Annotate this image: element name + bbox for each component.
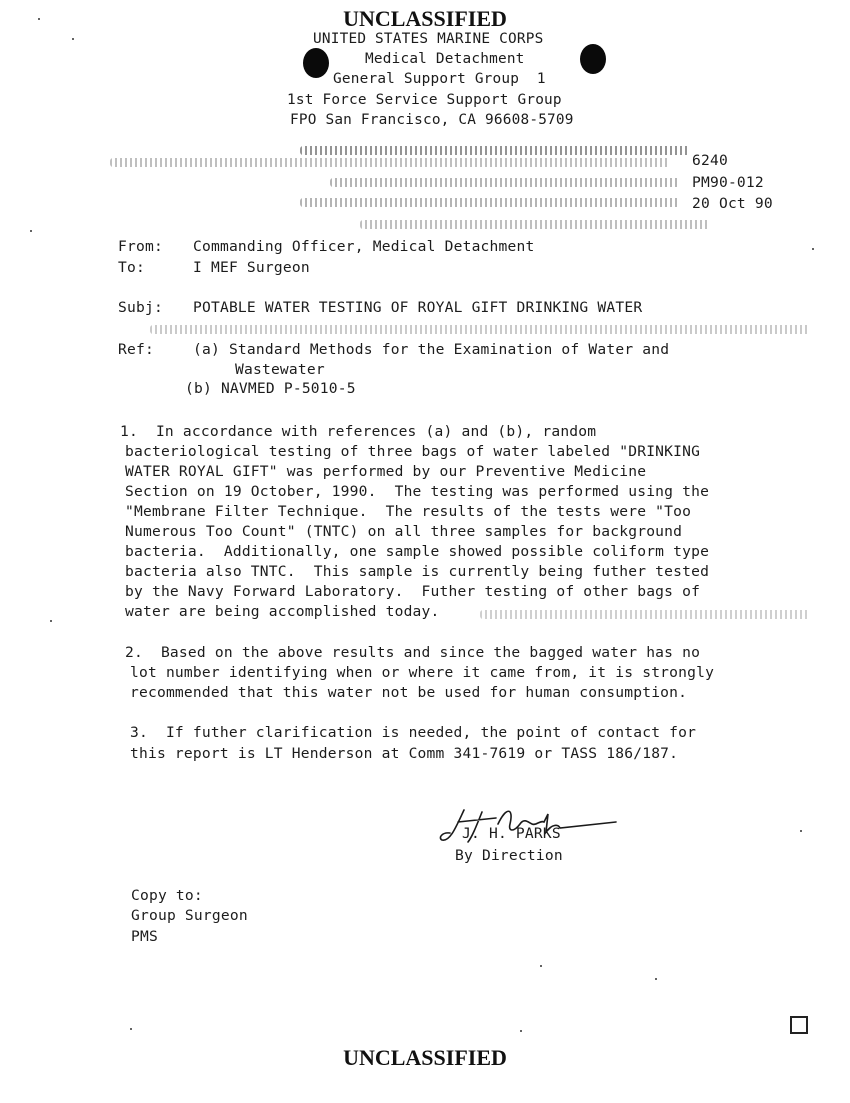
smear-5 bbox=[360, 220, 710, 229]
para2-line: 2. Based on the above results and since the bagged water has no bbox=[125, 644, 701, 661]
smear-1 bbox=[300, 146, 690, 155]
scan-speck bbox=[38, 18, 40, 20]
para1-line: bacteria. Additionally, one sample showed possible coliform type bbox=[125, 543, 710, 560]
memo-date: 20 Oct 90 bbox=[692, 195, 773, 212]
ref-b: (b) NAVMED P-5010-5 bbox=[185, 380, 356, 397]
smear-2 bbox=[110, 158, 670, 167]
scan-speck bbox=[72, 38, 74, 40]
letterhead-line-5: FPO San Francisco, CA 96608-5709 bbox=[290, 112, 574, 128]
from-label: From: bbox=[118, 238, 163, 255]
scan-speck bbox=[130, 1028, 132, 1030]
para2-line: recommended that this water not be used for human consumption. bbox=[130, 684, 688, 701]
para1-line: WATER ROYAL GIFT" was performed by our Preventive Medicine bbox=[125, 463, 647, 480]
ref-a-line-2: Wastewater bbox=[235, 361, 325, 378]
scan-speck bbox=[812, 248, 814, 250]
signer-by-direction: By Direction bbox=[455, 847, 563, 864]
letterhead-line-3: General Support Group 1 bbox=[333, 71, 546, 87]
para1-line: "Membrane Filter Technique. The results of the tests were "Too bbox=[125, 503, 692, 520]
subj-label: Subj: bbox=[118, 299, 163, 316]
ref-a-line-1: (a) Standard Methods for the Examination of Water and bbox=[193, 341, 670, 358]
classification-bottom: UNCLASSIFIED bbox=[343, 1045, 507, 1070]
signer-name: J. H. PARKS bbox=[462, 825, 561, 842]
para1-line: 1. In accordance with references (a) and (b), random bbox=[120, 423, 597, 440]
smear-6 bbox=[150, 325, 810, 334]
to-value: I MEF Surgeon bbox=[193, 259, 310, 276]
smear-3 bbox=[330, 178, 680, 187]
copy-to-recipient: Group Surgeon bbox=[131, 907, 248, 924]
para3-line: 3. If futher clarification is needed, the point of contact for bbox=[130, 724, 697, 741]
letterhead-line-4: 1st Force Service Support Group bbox=[287, 92, 562, 108]
para1-line: bacteriological testing of three bags of water labeled "DRINKING bbox=[125, 443, 701, 460]
para2-line: lot number identifying when or where it came from, it is strongly bbox=[130, 664, 715, 681]
letterhead-line-2: Medical Detachment bbox=[365, 51, 525, 67]
scan-speck bbox=[30, 230, 32, 232]
copy-to-label: Copy to: bbox=[131, 887, 203, 904]
punch-hole-right bbox=[580, 44, 606, 74]
para1-line: by the Navy Forward Laboratory. Futher testing of other bags of bbox=[125, 583, 701, 600]
page-mark-icon bbox=[790, 1016, 808, 1034]
scan-speck bbox=[50, 620, 52, 622]
para3-line: this report is LT Henderson at Comm 341-7619 or TASS 186/187. bbox=[130, 745, 679, 762]
serial-number: PM90-012 bbox=[692, 174, 764, 191]
scan-speck bbox=[540, 965, 542, 967]
ref-label: Ref: bbox=[118, 341, 154, 358]
scan-speck bbox=[800, 830, 802, 832]
smear-4 bbox=[300, 198, 680, 207]
para1-line: water are being accomplished today. bbox=[125, 603, 440, 620]
subj-value: POTABLE WATER TESTING OF ROYAL GIFT DRINKING WATER bbox=[193, 299, 643, 316]
to-label: To: bbox=[118, 259, 145, 276]
classification-top: UNCLASSIFIED bbox=[343, 6, 507, 31]
from-value: Commanding Officer, Medical Detachment bbox=[193, 238, 535, 255]
scan-speck bbox=[520, 1030, 522, 1032]
letterhead-line-1: UNITED STATES MARINE CORPS bbox=[313, 31, 544, 47]
smear-7 bbox=[480, 610, 810, 619]
punch-hole-left bbox=[303, 48, 329, 78]
para1-line: Numerous Too Count" (TNTC) on all three samples for background bbox=[125, 523, 683, 540]
scan-speck bbox=[655, 978, 657, 980]
copy-to-recipient: PMS bbox=[131, 928, 158, 945]
para1-line: bacteria also TNTC. This sample is currently being futher tested bbox=[125, 563, 710, 580]
para1-line: Section on 19 October, 1990. The testing was performed using the bbox=[125, 483, 710, 500]
ssic: 6240 bbox=[692, 152, 728, 169]
